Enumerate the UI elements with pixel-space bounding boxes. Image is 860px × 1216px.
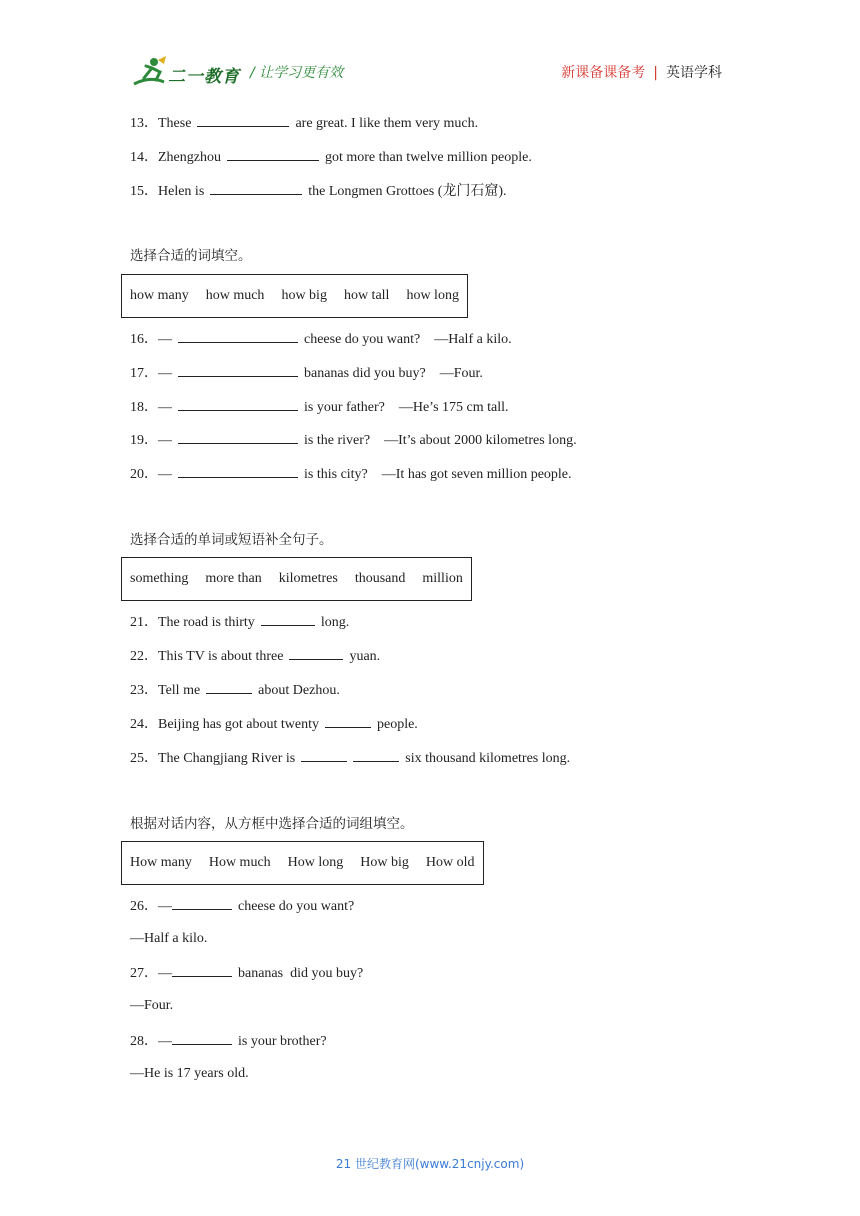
question-20 xyxy=(130,464,572,484)
word-option: thousand xyxy=(354,571,406,586)
question-text: about Dezhou. xyxy=(258,683,340,698)
question-number: 18．— xyxy=(130,400,172,415)
question-text: Tell me xyxy=(158,683,201,698)
question-23 xyxy=(130,680,340,700)
instruction-part3: 选择合适的单词或短语补全句子。 xyxy=(130,532,333,548)
header-tag-prepare: 新课备课备考 xyxy=(561,65,646,81)
question-number: 28．— xyxy=(130,1034,172,1049)
word-option: more than xyxy=(205,571,262,586)
question-text: is this city? —It has got seven million people. xyxy=(304,467,572,482)
question-text: Helen is xyxy=(158,184,205,199)
answer-blank[interactable] xyxy=(178,430,298,444)
answer-blank[interactable] xyxy=(210,181,302,195)
answer-blank[interactable] xyxy=(172,1031,232,1045)
page-header xyxy=(0,0,860,100)
question-16 xyxy=(130,329,512,349)
answer-blank[interactable] xyxy=(178,464,298,478)
question-text: cheese do you want? —Half a kilo. xyxy=(304,332,512,347)
answer-26: —Half a kilo. xyxy=(130,931,208,946)
question-26 xyxy=(130,896,354,916)
answer-blank[interactable] xyxy=(172,963,232,977)
question-text: These xyxy=(158,116,192,131)
answer-blank[interactable] xyxy=(206,680,252,694)
question-number: 25． xyxy=(130,751,158,766)
question-number: 19．— xyxy=(130,433,172,448)
word-option: how tall xyxy=(343,288,390,303)
answer-27: —Four. xyxy=(130,998,174,1013)
word-option: kilometres xyxy=(278,571,338,586)
question-number: 20．— xyxy=(130,467,172,482)
answer-blank[interactable] xyxy=(325,714,371,728)
question-14 xyxy=(130,147,532,167)
question-text: is your father? —He’s 175 cm tall. xyxy=(304,400,509,415)
question-text: yuan. xyxy=(349,649,381,664)
word-option: how long xyxy=(406,288,459,303)
question-13 xyxy=(130,113,478,133)
question-number: 17．— xyxy=(130,366,172,381)
header-separator: | xyxy=(653,65,658,81)
question-text: The Changjiang River is xyxy=(158,751,296,766)
answer-blank[interactable] xyxy=(178,329,298,343)
question-number: 21． xyxy=(130,615,158,630)
question-text: the Longmen Grottoes (龙门石窟). xyxy=(308,184,507,199)
question-number: 13． xyxy=(130,116,158,131)
question-22 xyxy=(130,646,380,666)
question-text: are great. I like them very much. xyxy=(295,116,479,131)
word-box-part3 xyxy=(121,557,472,601)
word-option: how big xyxy=(281,288,327,303)
question-25 xyxy=(130,748,570,768)
question-15 xyxy=(130,181,507,201)
question-21 xyxy=(130,612,349,632)
question-number: 14． xyxy=(130,150,158,165)
question-text: long. xyxy=(320,615,350,630)
answer-blank[interactable] xyxy=(197,113,289,127)
word-option: How big xyxy=(360,855,409,870)
answer-blank[interactable] xyxy=(301,748,347,762)
answer-blank[interactable] xyxy=(289,646,343,660)
question-text: cheese do you want? xyxy=(238,899,355,914)
question-text: people. xyxy=(376,717,418,732)
question-18 xyxy=(130,397,509,417)
answer-blank[interactable] xyxy=(178,397,298,411)
question-number: 22． xyxy=(130,649,158,664)
question-text: This TV is about three xyxy=(158,649,284,664)
instruction-part4: 根据对话内容，从方框中选择合适的词组填空。 xyxy=(130,816,414,832)
question-text: bananas did you buy? —Four. xyxy=(304,366,483,381)
word-option: something xyxy=(130,571,189,586)
question-text: Beijing has got about twenty xyxy=(158,717,319,732)
word-option: How many xyxy=(130,855,192,870)
question-text: got more than twelve million people. xyxy=(324,150,532,165)
question-17 xyxy=(130,363,483,383)
question-number: 23． xyxy=(130,683,158,698)
question-text: The road is thirty xyxy=(158,615,255,630)
instruction-part2: 选择合适的词填空。 xyxy=(130,248,252,264)
logo-text: 二一教育 xyxy=(168,67,240,87)
question-19 xyxy=(130,430,577,450)
answer-blank[interactable] xyxy=(172,896,232,910)
word-option: How old xyxy=(425,855,475,870)
answer-blank[interactable] xyxy=(178,363,298,377)
word-option: how much xyxy=(205,288,265,303)
word-option: How long xyxy=(287,855,344,870)
header-right xyxy=(561,62,722,82)
answer-blank[interactable] xyxy=(353,748,399,762)
question-28 xyxy=(130,1031,327,1051)
question-number: 16．— xyxy=(130,332,172,347)
question-27 xyxy=(130,963,363,983)
question-text: is your brother? xyxy=(238,1034,327,1049)
header-subject: 英语学科 xyxy=(666,65,722,81)
question-number: 15． xyxy=(130,184,158,199)
answer-blank[interactable] xyxy=(261,612,315,626)
answer-28: —He is 17 years old. xyxy=(130,1066,249,1081)
word-option: million xyxy=(422,571,463,586)
footer-link[interactable]: 21 世纪教育网(www.21cnjy.com) xyxy=(335,1157,525,1171)
question-number: 26．— xyxy=(130,899,172,914)
question-text: Zhengzhou xyxy=(158,150,221,165)
slogan: / 让学习更有效 xyxy=(250,65,344,81)
question-number: 27．— xyxy=(130,966,172,981)
question-24 xyxy=(130,714,418,734)
word-box-part4 xyxy=(121,841,484,885)
word-option: How much xyxy=(208,855,271,870)
question-text: is the river? —It’s about 2000 kilometres long. xyxy=(304,433,577,448)
question-text: bananas did you buy? xyxy=(238,966,364,981)
question-number: 24． xyxy=(130,717,158,732)
word-box-part2 xyxy=(121,274,468,318)
answer-blank[interactable] xyxy=(227,147,319,161)
word-option: how many xyxy=(130,288,189,303)
question-text: six thousand kilometres long. xyxy=(405,751,571,766)
